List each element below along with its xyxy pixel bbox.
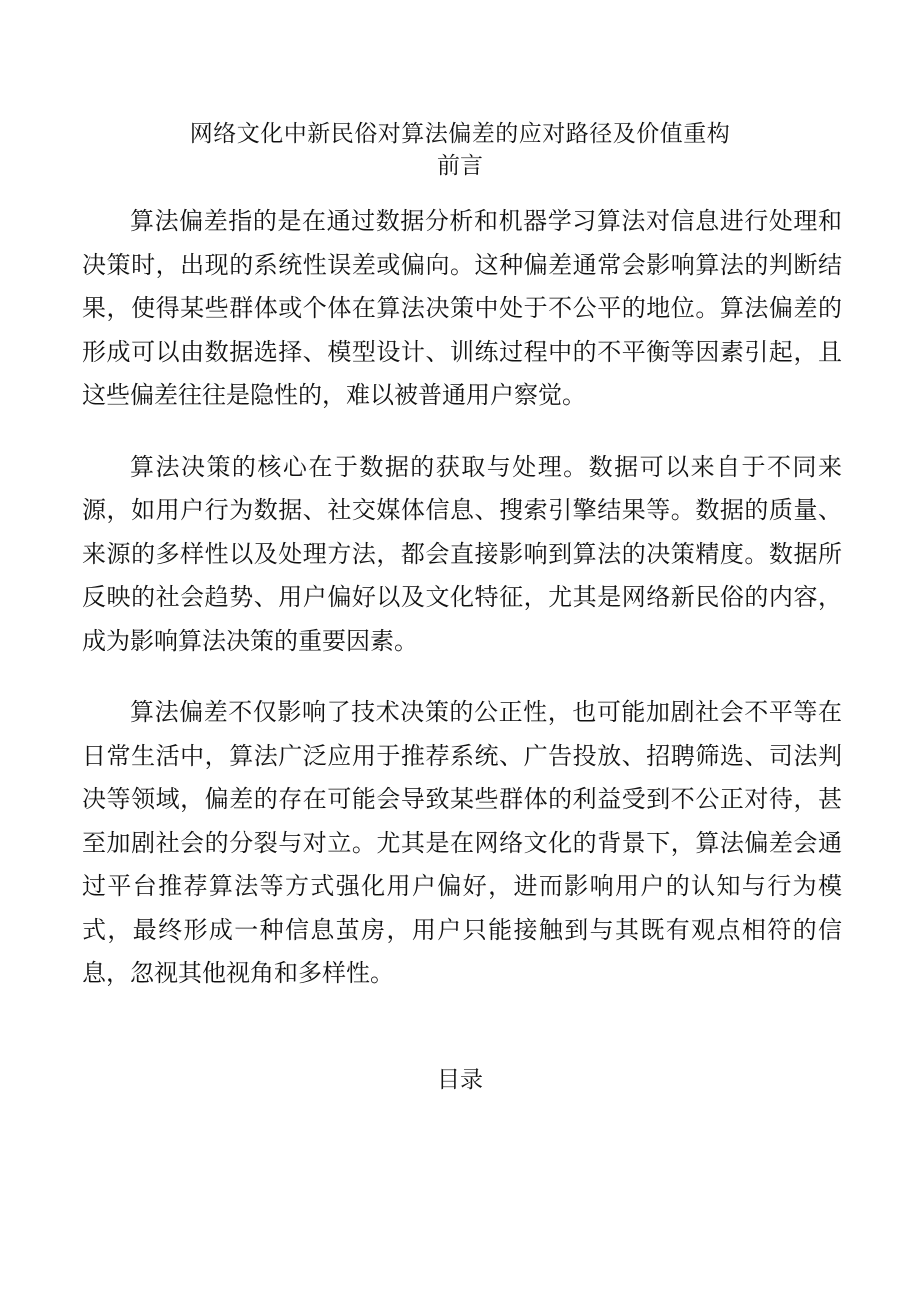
paragraph-2: 算法决策的核心在于数据的获取与处理。数据可以来自于不同来源，如用户行为数据、社交媒体信息、搜索引擎结果等。数据的质量、来源的多样性以及处理方法，都会直接影响到算法的决策精度。数据所反映的社会趋势、用户偏好以及文化特征，尤其是网络新民俗的内容，成为影响算法决策的重要因素。 bbox=[82, 452, 842, 655]
paragraph-3: 算法偏差不仅影响了技术决策的公正性，也可能加剧社会不平等在日常生活中，算法广泛应用于推荐系统、广告投放、招聘筛选、司法判决等领域，偏差的存在可能会导致某些群体的利益受到不公正对待，甚至加剧社会的分裂与对立。尤其是在网络文化的背景下，算法偏差会通过平台推荐算法等方式强化用户偏好，进而影响用户的认知与行为模式，最终形成一种信息茧房，用户只能接触到与其既有观点相符的信息，忽视其他视角和多样性。 bbox=[82, 698, 842, 987]
toc-heading: 目录 bbox=[437, 1067, 483, 1093]
document-title: 网络文化中新民俗对算法偏差的应对路径及价值重构 bbox=[189, 121, 731, 147]
paragraph-1: 算法偏差指的是在通过数据分析和机器学习算法对信息进行处理和决策时，出现的系统性误差或偏向。这种偏差通常会影响算法的判断结果，使得某些群体或个体在算法决策中处于不公平的地位。算法偏差的形成可以由数据选择、模型设计、训练过程中的不平衡等因素引起，且这些偏差往往是隐性的，难以被普通用户察觉。 bbox=[82, 207, 842, 409]
section-heading-preface: 前言 bbox=[437, 153, 483, 179]
document-body bbox=[82, 200, 842, 1024]
